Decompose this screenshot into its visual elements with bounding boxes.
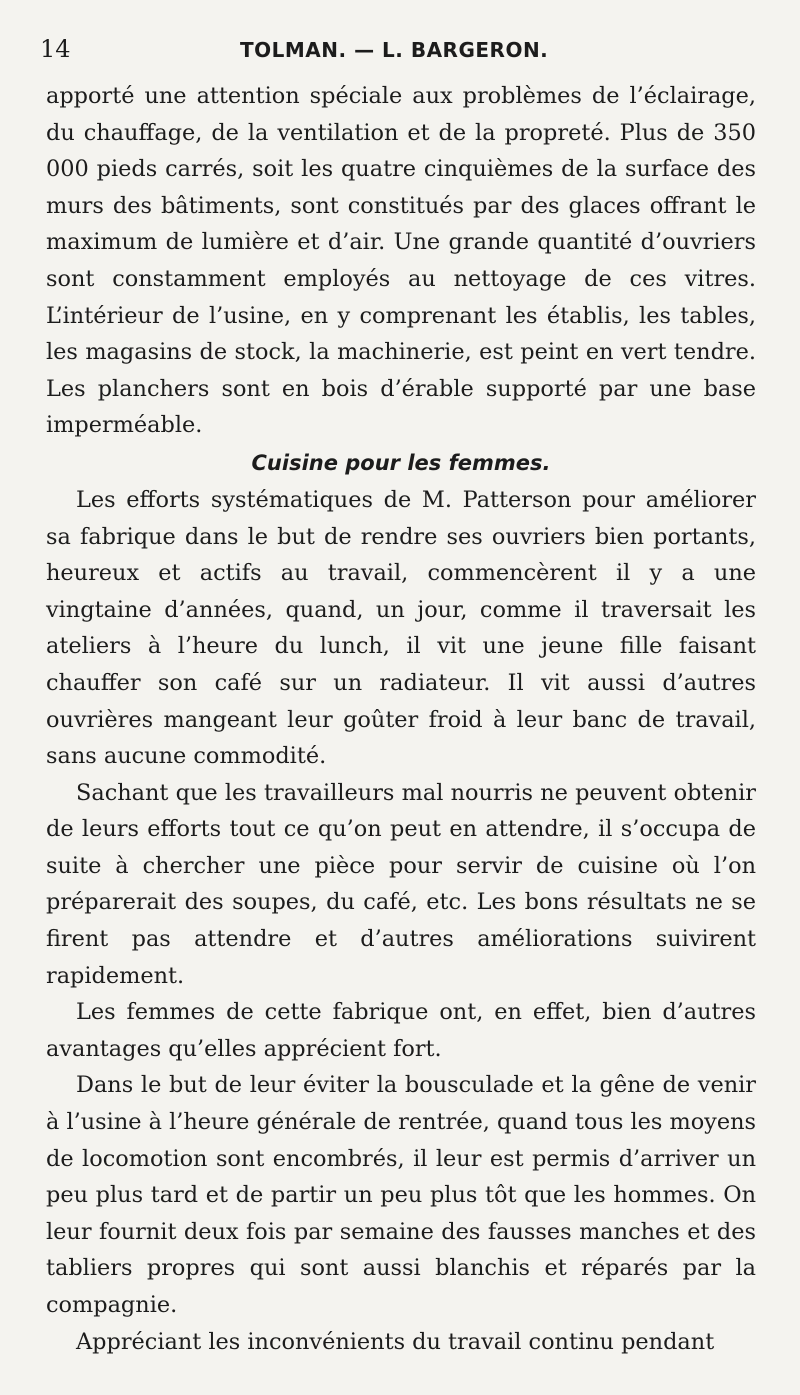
page-header	[40, 34, 760, 64]
paragraph-continued: apporté une attention spéciale aux problèmes de l’éclairage, du chauffage, de la ventilation et de la propreté. Plus de 350 000 pieds carrés, soit les quatre cinquièmes de la surface des murs des bâtiments, sont constitués par des glaces offrant le maximum de lumière et d’air. Une grande quantité d’ouvriers sont constamment employés au nettoyage de ces vitres. L’intérieur de l’usine, en y comprenant les établis, les tables, les magasins de stock, la machinerie, est peint en vert tendre. Les planchers sont en bois d’érable supporté par une base imperméable.	[46, 83, 756, 439]
paragraph: Les femmes de cette fabrique ont, en effet, bien d’autres avantages qu’elles apprécient fort.	[46, 999, 756, 1062]
paragraph: Les efforts systématiques de M. Patterson pour améliorer sa fabrique dans le but de rendre ses ouvriers bien portants, heureux et actifs au travail, commencèrent il y a une vingtaine d’années, quand, un jour, comme il traversait les ateliers à l’heure du lunch, il vit une jeune fille faisant chauffer son café sur un radiateur. Il vit aussi d’autres ouvrières mangeant leur goûter froid à leur banc de travail, sans aucune commodité.	[46, 486, 756, 770]
paragraph-continues: Appréciant les inconvénients du travail continu pendant	[76, 1328, 715, 1355]
section-heading: Cuisine pour les femmes.	[251, 450, 551, 475]
page-number: 14	[40, 35, 71, 63]
paragraph: Sachant que les travailleurs mal nourris ne peuvent obtenir de leurs efforts tout ce qu’on peut en attendre, il s’occupa de suite à chercher une pièce pour servir de cuisine où l’on préparerait des soupes, du café, etc. Les bons résultats ne se firent pas attendre et d’autres améliorations suivirent rapidement.	[46, 779, 756, 989]
paragraph: Dans le but de leur éviter la bousculade et la gêne de venir à l’usine à l’heure générale de rentrée, quand tous les moyens de locomotion sont encombrés, il leur est permis d’arriver un peu plus tard et de partir un peu plus tôt que les hommes. On leur fournit deux fois par semaine des fausses manches et des tabliers propres qui sont aussi blanchis et réparés par la compagnie.	[46, 1072, 756, 1318]
body-text	[46, 78, 756, 1360]
running-head: TOLMAN. — L. BARGERON.	[240, 38, 549, 62]
